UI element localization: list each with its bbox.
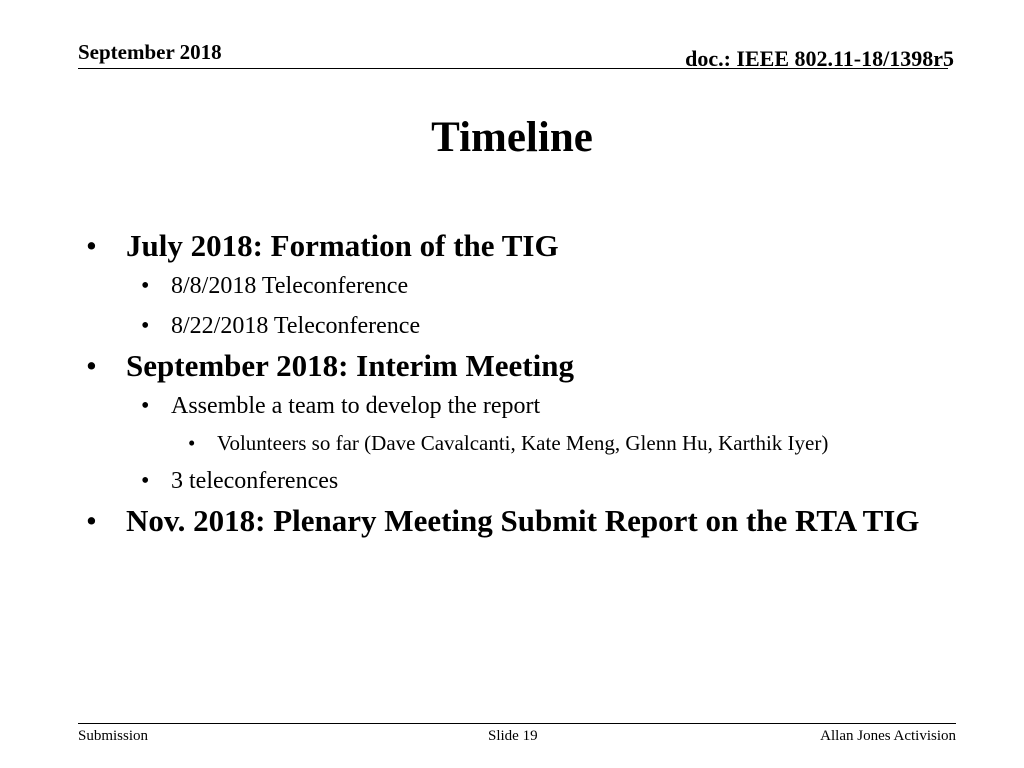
bullet-text: 8/8/2018 Teleconference bbox=[171, 273, 409, 299]
slide-body bbox=[86, 226, 956, 541]
bullet-icon: • bbox=[141, 273, 150, 299]
bullet-item bbox=[86, 226, 956, 266]
bullet-text: Volunteers so far (Dave Cavalcanti, Kate Meng, Glenn Hu, Karthik Iyer) bbox=[217, 431, 829, 455]
header-doc-id: doc.: IEEE 802.11-18/1398r5 bbox=[685, 46, 954, 71]
bullet-item bbox=[86, 501, 956, 541]
bullet-icon: • bbox=[86, 228, 97, 263]
bullet-text: 8/22/2018 Teleconference bbox=[171, 313, 421, 339]
bullet-icon: • bbox=[86, 503, 97, 538]
header-date: September 2018 bbox=[78, 40, 222, 64]
bullet-icon: • bbox=[188, 431, 196, 455]
sub-bullet-item bbox=[86, 266, 956, 306]
footer-divider bbox=[78, 723, 956, 724]
bullet-text: Nov. 2018: Plenary Meeting Submit Report on the RTA TIG bbox=[126, 503, 920, 538]
sub-bullet-item bbox=[86, 386, 956, 426]
footer-author: Allan Jones Activision bbox=[820, 728, 956, 744]
footer-submission: Submission bbox=[78, 728, 149, 744]
bullet-item bbox=[86, 346, 956, 386]
sub-sub-bullet-item bbox=[86, 429, 956, 458]
bullet-text: Assemble a team to develop the report bbox=[171, 393, 541, 419]
slide-title: Timeline bbox=[431, 114, 593, 161]
sub-bullet-item bbox=[86, 461, 956, 501]
bullet-icon: • bbox=[141, 313, 150, 339]
sub-bullet-item bbox=[86, 306, 956, 346]
footer-slide-number: Slide 19 bbox=[488, 728, 538, 744]
header-divider bbox=[78, 68, 948, 69]
bullet-icon: • bbox=[86, 348, 97, 383]
bullet-text: 3 teleconferences bbox=[171, 468, 339, 494]
bullet-icon: • bbox=[141, 393, 150, 419]
bullet-icon: • bbox=[141, 468, 150, 494]
bullet-text: September 2018: Interim Meeting bbox=[126, 348, 574, 383]
bullet-text: July 2018: Formation of the TIG bbox=[126, 228, 559, 263]
